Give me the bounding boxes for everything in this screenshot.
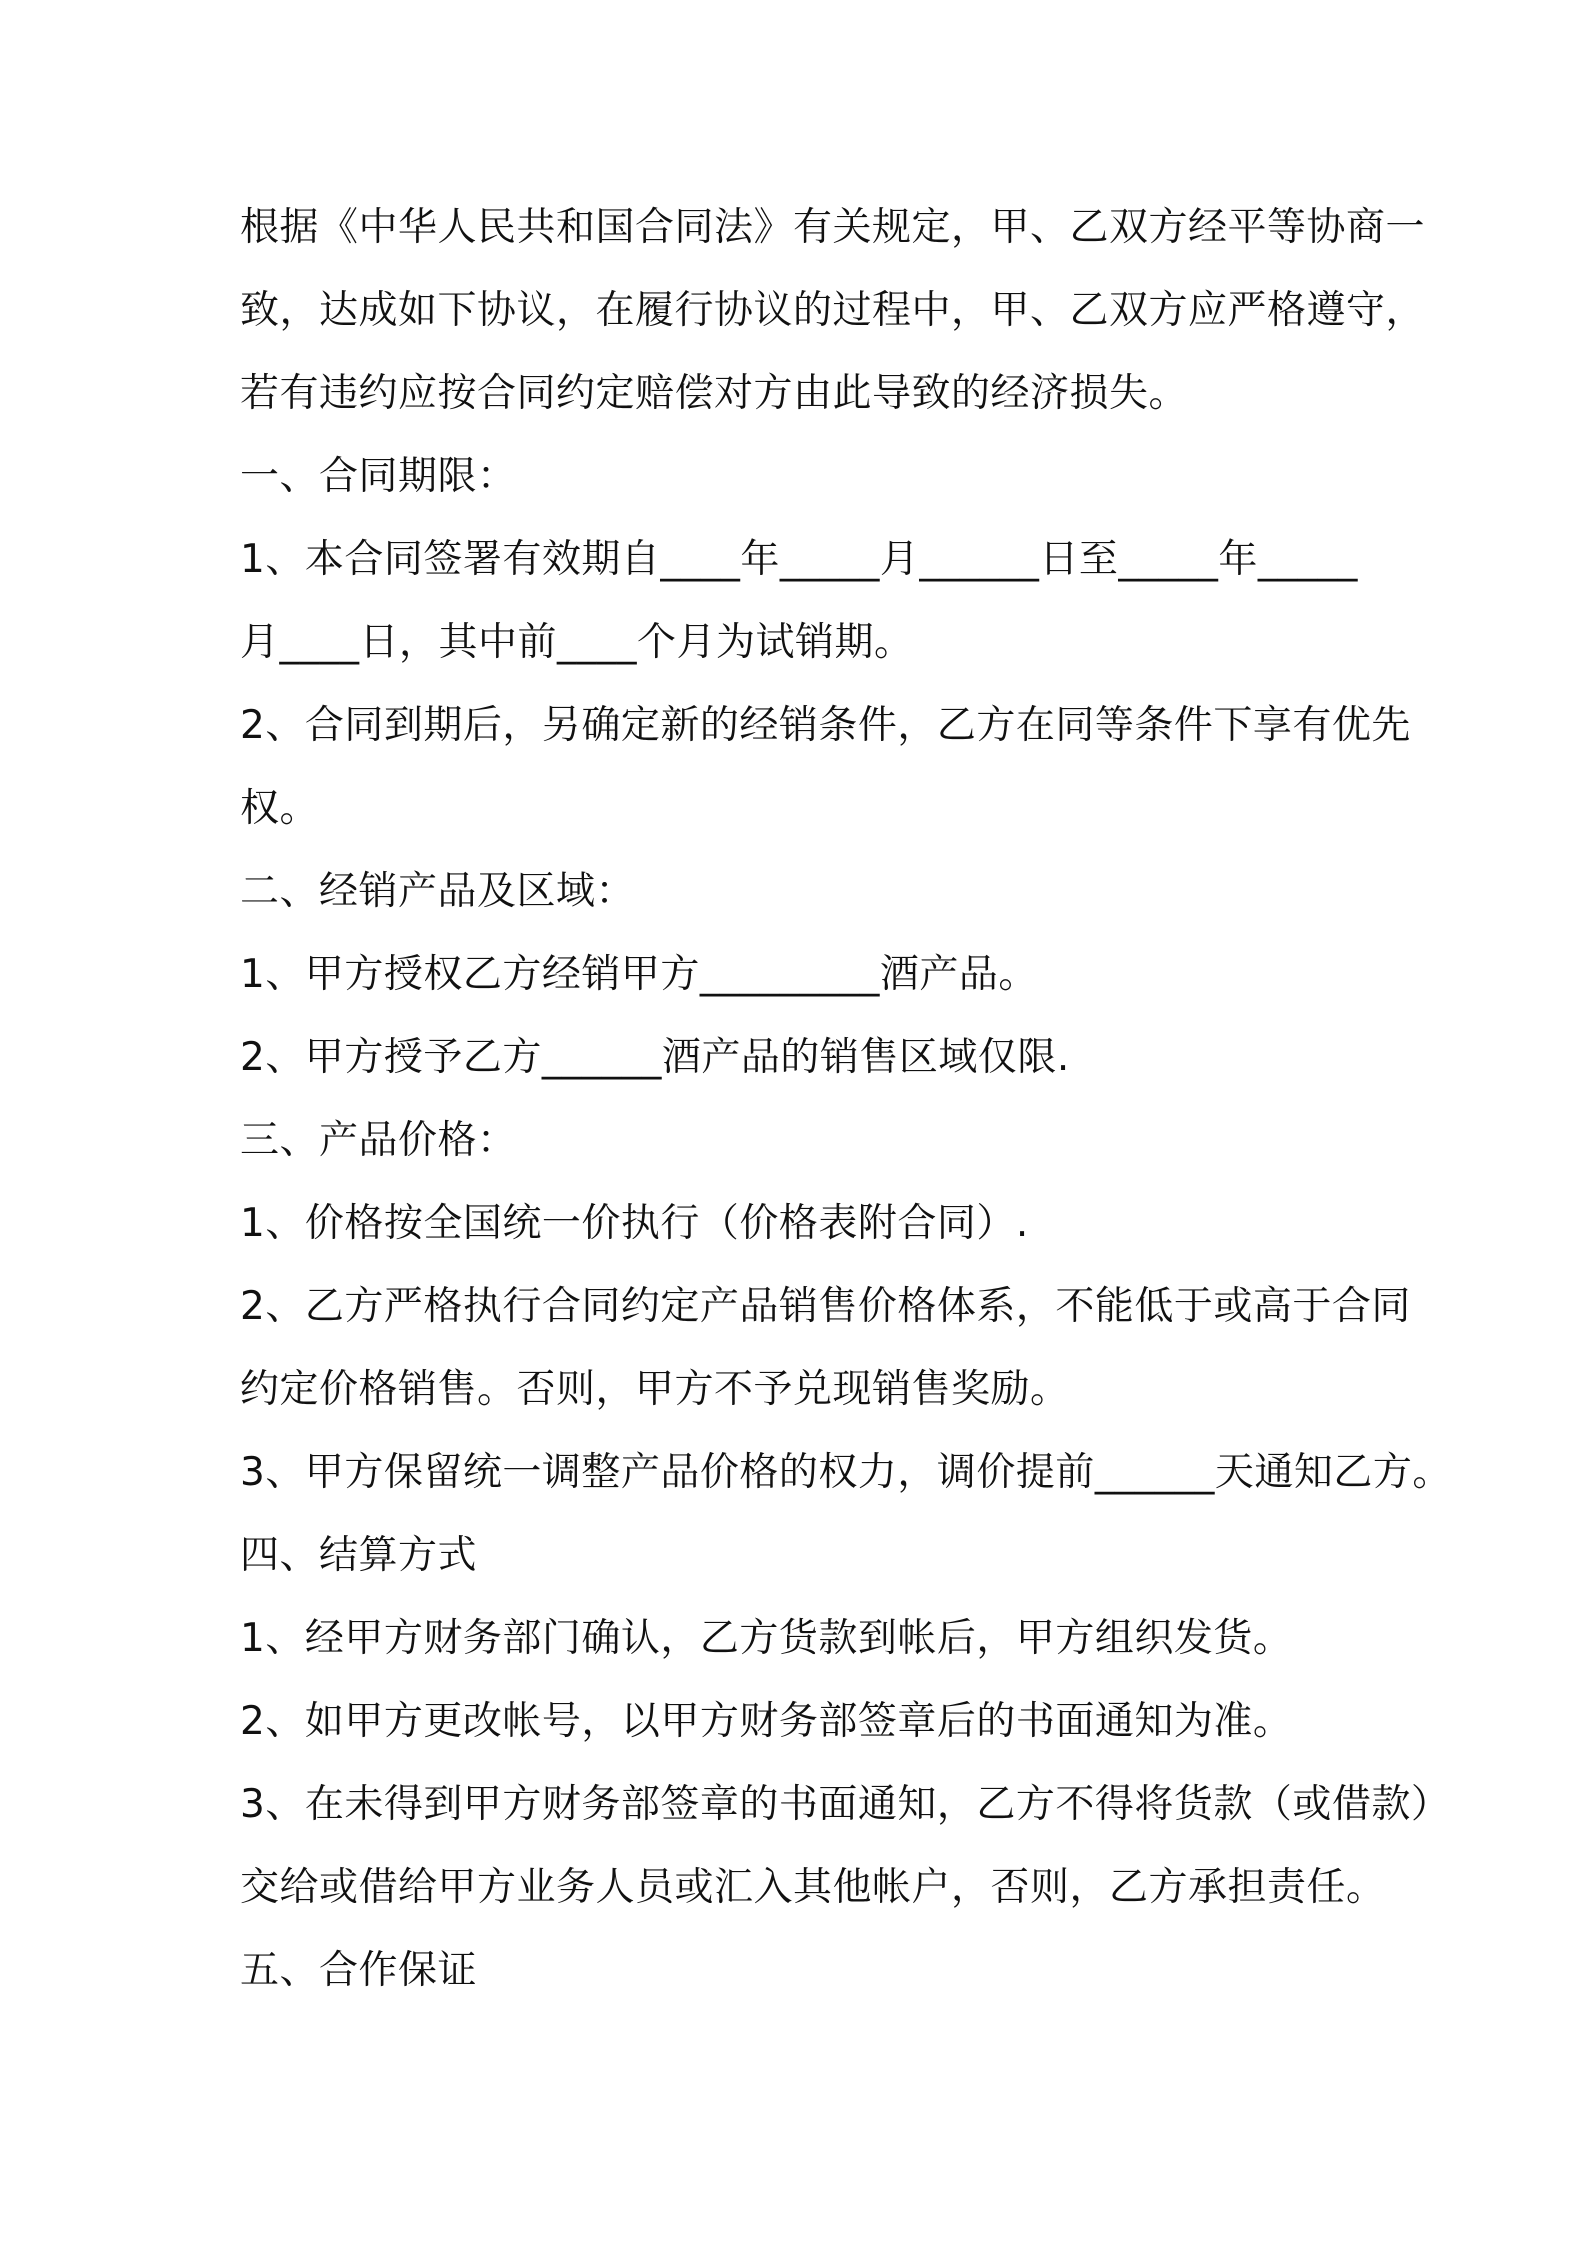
clause-settlement-3-line-2: 交给或借给甲方业务人员或汇入其他帐户，否则，乙方承担责任。 — [240, 1865, 1386, 1910]
clause-price-3: 3、甲方保留统一调整产品价格的权力，调价提前______天通知乙方。 — [240, 1450, 1452, 1495]
clause-settlement-1: 1、经甲方财务部门确认，乙方货款到帐后，甲方组织发货。 — [240, 1616, 1293, 1661]
clause-term-1-line-1: 1、本合同签署有效期自____年_____月______日至_____年_____ — [240, 537, 1358, 582]
clause-settlement-2: 2、如甲方更改帐号，以甲方财务部签章后的书面通知为准。 — [240, 1699, 1293, 1744]
clause-price-2-line-2: 约定价格销售。否则，甲方不予兑现销售奖励。 — [240, 1367, 1070, 1412]
clause-products-2: 2、甲方授予乙方______酒产品的销售区域仅限. — [240, 1035, 1070, 1080]
section-heading-products: 二、经销产品及区域： — [240, 869, 636, 914]
section-heading-cooperation: 五、合作保证 — [240, 1948, 478, 1993]
clause-term-1-line-2: 月____日，其中前____个月为试销期。 — [240, 620, 914, 665]
clause-term-2-line-1: 2、合同到期后，另确定新的经销条件，乙方在同等条件下享有优先 — [240, 703, 1411, 748]
section-heading-term: 一、合同期限： — [240, 454, 517, 499]
paragraph-intro-line-3: 若有违约应按合同约定赔偿对方由此导致的经济损失。 — [240, 371, 1189, 416]
clause-products-1: 1、甲方授权乙方经销甲方_________酒产品。 — [240, 952, 1038, 997]
paragraph-intro-line-2: 致，达成如下协议，在履行协议的过程中，甲、乙双方应严格遵守， — [240, 288, 1426, 333]
clause-price-2-line-1: 2、乙方严格执行合同约定产品销售价格体系，不能低于或高于合同 — [240, 1284, 1411, 1329]
section-heading-settlement: 四、结算方式 — [240, 1533, 478, 1578]
section-heading-price: 三、产品价格： — [240, 1118, 517, 1163]
clause-term-2-line-2: 权。 — [240, 786, 320, 831]
clause-settlement-3-line-1: 3、在未得到甲方财务部签章的书面通知，乙方不得将货款（或借款） — [240, 1782, 1451, 1827]
paragraph-intro-line-1: 根据《中华人民共和国合同法》有关规定，甲、乙双方经平等协商一 — [240, 205, 1426, 250]
clause-price-1: 1、价格按全国统一价执行（价格表附合同）. — [240, 1201, 1029, 1246]
